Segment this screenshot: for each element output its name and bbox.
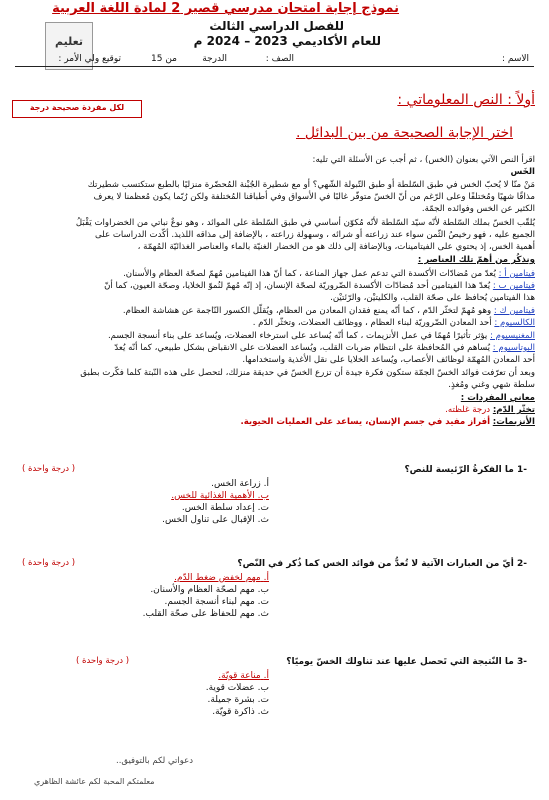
option-text: عضلات قوية. <box>205 683 255 693</box>
question-2 <box>237 559 527 569</box>
elements-subheading: ونذكُر من أهمّ تلك العناصر : <box>417 255 535 265</box>
option-letter: أ. <box>263 479 269 489</box>
q2-option-b[interactable] <box>150 585 269 595</box>
vitamin-b-row <box>104 282 535 292</box>
vitamin-b-text: يُعدّ هذا الفيتامين أحد مُضادّات الأكسدة الضّروريّة لصحّة الإنسان، إذ إنّه مُهمّ لنُموّ الخلايا، وصحّة العيون، كما أنّ <box>104 281 491 291</box>
option-letter: ث. <box>257 707 269 717</box>
vocab-row <box>240 418 535 428</box>
option-letter: ت. <box>257 503 269 513</box>
option-letter: أ. <box>263 573 269 583</box>
class-label: الصف : <box>265 54 294 64</box>
potassium-row <box>114 344 535 354</box>
vocab-meaning: أفراز مفيد في جسم الإنسان، يساعد على العمليات الحيوية. <box>240 417 491 427</box>
magnesium-label: المغنيسيوم : <box>490 331 535 341</box>
vitamin-a-label: فيتامين أ : <box>498 269 535 279</box>
question-1-grade: ( درجة واحدة ) <box>22 464 76 474</box>
option-text: مهم للحفاظ على صحّة القلب. <box>142 609 255 619</box>
question-number: -3 <box>516 657 527 667</box>
question-1 <box>404 465 527 475</box>
option-text: زراعة الخس. <box>211 479 261 489</box>
option-letter: أ. <box>263 671 269 681</box>
passage-line: مذاقًا شهيًا ومُختلفًا وعلى الرّغم من أنّ الخسّ متوفّر غالبًا في الأسواق وفي أطباقنا المُختلفة ولكن رُبّما يكون مُعظمنا لا يعرف <box>93 192 535 202</box>
option-text: مهم لخفض ضغط الدّم. <box>174 573 261 583</box>
vocab-heading: معاني المفردات : <box>460 393 535 403</box>
q2-option-a-correct[interactable] <box>174 573 269 583</box>
option-text: مهم لبناء أنسجة الجسم. <box>164 597 255 607</box>
teacher-signature: معلمتكم المحبة لكم عائشة الظاهري <box>34 777 155 786</box>
passage-line: يُلقّب الخسّ بملك السّلطة لأنّه سيّد السّلطة لأنّه مُكوّن أساسي في طبق السّلطة على الموائد ، وهو نوعٌ نباتي من الخضراوات يَقْبَلُ <box>75 218 535 228</box>
option-letter: ث. <box>257 515 269 525</box>
passage-heading: الخَس <box>510 167 535 177</box>
passage-intro: اقرأ النص الآتي بعنوان (الخس) ، ثم أجب عن الأسئلة التي تليه: <box>312 155 535 165</box>
question-3 <box>286 657 527 667</box>
passage-line: الجميع عليه ، فهو رخيصُ الثّمن سواء عند زراعته أو شرائه ، وسهولة زراعته ، بالإضافة إلى مذاقه اللذيذ. أكّدت الدراسات على <box>94 230 535 240</box>
option-text: مهم لصحّة العظام والأسنان. <box>150 585 255 595</box>
grading-note-badge <box>12 100 142 118</box>
grading-note-text: لكل مفردة صحيحة درجة <box>29 103 125 112</box>
header-divider <box>15 66 534 67</box>
grade-label: الدرجة <box>202 54 227 64</box>
magnesium-row <box>108 332 535 342</box>
passage-line: وبعد أن تعرّفت فوائد الخسّ الجمّة ستكون فكرة جيدة أن تزرع الخسّ في حديقة منزلك، لتحصل على هذه النّبتة كلما فكّرت بطبق <box>80 368 535 378</box>
option-text: إعداد سلطة الخس. <box>181 503 255 513</box>
option-text: ذاكرة قويّة. <box>212 707 255 717</box>
question-number: -2 <box>516 559 527 569</box>
option-letter: ت. <box>257 597 269 607</box>
option-text: الإقبال على تناول الخس. <box>162 515 255 525</box>
q1-option-d[interactable] <box>162 515 269 525</box>
q1-option-b-correct[interactable] <box>171 491 269 501</box>
passage-line: هذا الفيتامين يُحافظ على صحّة القلب، والكليتيْن، والرّئتيْن. <box>330 293 535 303</box>
question-number: -1 <box>516 465 527 475</box>
option-letter: ت. <box>257 695 269 705</box>
vitamin-k-row <box>123 307 535 317</box>
calcium-label: الكالسيوم : <box>494 318 535 328</box>
footer-wish: دعواتي لكم بالتوفيق.. <box>116 756 194 766</box>
potassium-label: البوتاسيوم : <box>492 343 535 353</box>
question-3-grade: ( درجة واحدة ) <box>76 656 130 666</box>
passage-line: سلطة شهي وغني ومُغذٍ. <box>448 380 535 390</box>
vitamin-a-text: يُعدّ من مُضادّات الأكسدة التي تدعم عمل جهاز المناعة ، كما أنّ هذا الفيتامين مُهمّ لصحّة العظام والأسنان. <box>123 269 496 279</box>
q1-option-a[interactable] <box>211 479 269 489</box>
vitamin-k-label: فيتامين ك : <box>493 306 535 316</box>
potassium-text: يُساهم في المُحافظة على انتظام ضربات القلب، ويُساعد العضلات على الانقباض بشكل طبيعي، كما أنّه يُعدّ <box>114 343 491 353</box>
option-letter: ب. <box>257 585 269 595</box>
magnesium-text: يؤثر تأثيرًا مُهمًا في عمل الأنزيمات ، كما أنّه يُساعد على استرخاء العضلات، ويُساعد على بناء أنسجة الجسم. <box>107 331 488 341</box>
question-text: أيّ من العبارات الآتية لا تُعدُّ من فوائد الخس كما ذُكر في النّص؟ <box>237 559 514 569</box>
calcium-row <box>253 319 535 329</box>
passage-line: الكثير عن الخس وفوائده الجمّة. <box>421 204 535 214</box>
question-text: ما النّتيجة التي تَحصل عليها عند تناولك الخسّ يوميًا؟ <box>286 657 514 667</box>
q3-option-b[interactable] <box>206 683 269 693</box>
out-of-label: من 15 <box>151 54 177 64</box>
instruction: اختر الإجابة الصحيحة من بين البدائل . <box>296 125 513 141</box>
option-letter: ث. <box>257 609 269 619</box>
vocab-meaning: درجة غلظته. <box>445 405 491 415</box>
vocab-row <box>445 406 535 416</box>
year-title: للعام الأكاديمي 2023 – 2024 م <box>193 34 381 48</box>
q1-option-c[interactable] <box>182 503 269 513</box>
option-letter: ب. <box>257 683 269 693</box>
vitamin-k-text: وهو مُهمّ لتخثّر الدّم ، كما أنّه يمنع فقدان المعادن من العظام، ويُقلّل الكسور النّاجمة عن هشاشة العظام. <box>122 306 492 316</box>
vocab-word: تخثّر الدّم: <box>492 405 535 415</box>
passage-line: أهمية الخس، إذ يحتوي على الفيتامينات، وبالإضافة إلى ذلك هو من الخضار الغنيّة بالماء والعناصر الغذائيّة المُهمّة ، <box>137 242 535 252</box>
q2-option-d[interactable] <box>143 609 269 619</box>
q3-option-c[interactable] <box>208 695 269 705</box>
q2-option-c[interactable] <box>164 597 269 607</box>
option-text: الأهمية الغذائية للخس. <box>171 491 255 501</box>
q3-option-d[interactable] <box>212 707 269 717</box>
q3-option-a-correct[interactable] <box>218 671 269 681</box>
logo-text: تعليم <box>55 35 83 48</box>
vitamin-b-label: فيتامين ب : <box>492 281 535 291</box>
vitamin-a-row <box>123 270 535 280</box>
name-label: الاسم : <box>501 54 529 64</box>
question-2-grade: ( درجة واحدة ) <box>22 558 76 568</box>
calcium-text: أحد المعادن الضّروريّة لبناء العظام ، ووظائف العضلات، وتخثّر الدّم . <box>252 318 492 328</box>
passage-line: أحد المعادن المُهمّة لوظائف الأعصاب، ويُساعد الخلايا على نقل الأغذية واستخدامها. <box>242 355 535 365</box>
semester-title: للفصل الدراسي الثالث <box>209 19 344 33</box>
question-text: ما الفكرةُ الرّئيسة للنص؟ <box>404 465 514 475</box>
passage-line: مَنْ منّا لا يُحبّ الخس في طبق السّلطة أو طبق التّبولة الشّهي؟ أو مع شطيرة الجُبْنة المُحضّرة منزليًا بالطبع ستكتسب شطيرتك <box>87 180 535 190</box>
exam-title: نموذج إجابة امتحان مدرسي قصير 2 لمادة اللغة العربية <box>52 1 399 16</box>
guardian-signature-label: توقيع ولي الأمر : <box>58 54 121 64</box>
vocab-word: الأنزيمات: <box>492 417 535 427</box>
option-letter: ب. <box>257 491 269 501</box>
option-text: بشرة جميلة. <box>207 695 255 705</box>
option-text: مناعة قويّة. <box>218 671 261 681</box>
section-title: أولاً : النص المعلوماتي : <box>397 92 535 108</box>
